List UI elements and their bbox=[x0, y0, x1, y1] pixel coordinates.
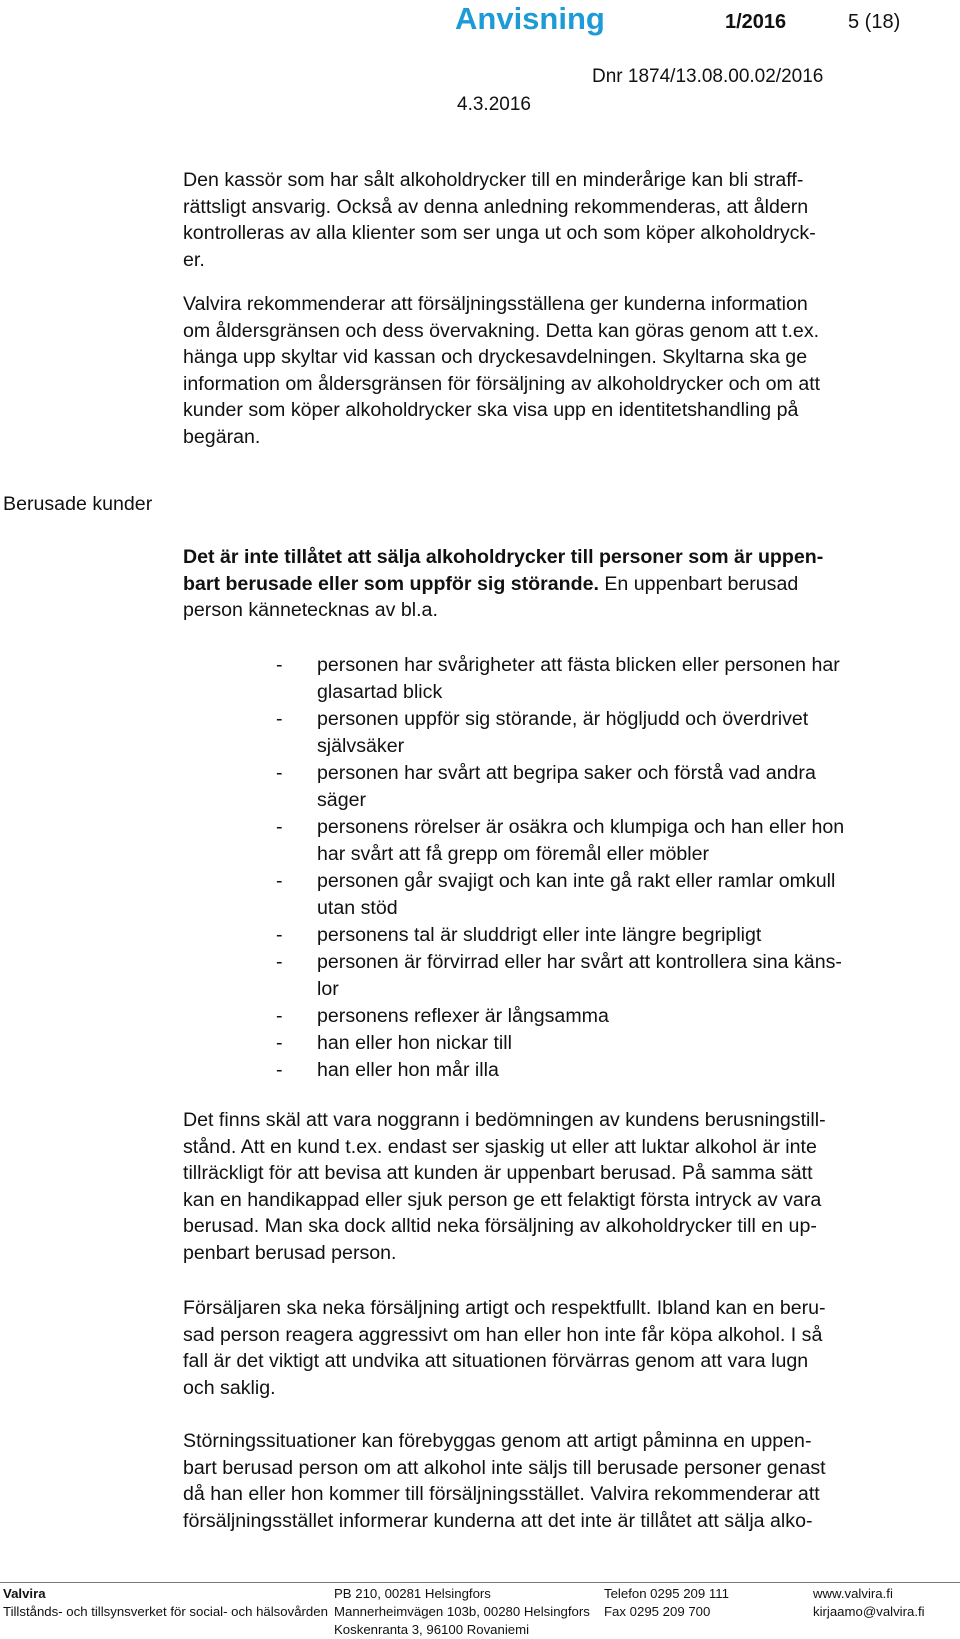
text-line: hänga upp skyltar vid kassan och dryckesavdelningen. Skyltarna ska ge bbox=[183, 346, 808, 368]
bold-text: bart berusade eller som uppför sig störande. bbox=[183, 572, 599, 595]
footer-address: Koskenranta 3, 96100 Rovaniemi bbox=[334, 1622, 530, 1637]
text-line: Den kassör som har sålt alkoholdrycker till en minderårige kan bli straff- bbox=[183, 169, 804, 191]
list-item bbox=[276, 652, 946, 706]
dash-bullet: - bbox=[276, 924, 283, 946]
footer-address: Mannerheimvägen 103b, 00280 Helsingfors bbox=[334, 1604, 590, 1619]
text-line: har svårt att få grepp om föremål eller möbler bbox=[317, 843, 710, 865]
text-line: personen är förvirrad eller har svårt att kontrollera sina käns- bbox=[317, 951, 842, 973]
record-number: Dnr 1874/13.08.00.02/2016 bbox=[592, 66, 824, 87]
text-line: er. bbox=[183, 248, 205, 271]
text-line: lor bbox=[317, 978, 339, 1000]
text-line: stånd. Att en kund t.ex. endast ser sjaskig ut eller att luktar alkohol är inte bbox=[183, 1135, 817, 1158]
section-lead-paragraph bbox=[183, 544, 943, 624]
text-line: person kännetecknas av bl.a. bbox=[183, 599, 438, 621]
list-item bbox=[276, 814, 946, 868]
issue-number: 1/2016 bbox=[725, 11, 787, 33]
text-line: han eller hon mår illa bbox=[317, 1059, 499, 1081]
footer-address: PB 210, 00281 Helsingfors bbox=[334, 1586, 491, 1601]
assessment-paragraph bbox=[183, 1107, 943, 1266]
footer-email-link[interactable]: kirjaamo@valvira.fi bbox=[813, 1604, 925, 1619]
footer-online-contact bbox=[813, 1585, 925, 1621]
document-type-title: Anvisning bbox=[455, 1, 605, 36]
list-item bbox=[276, 1003, 946, 1030]
text-line: tillräckligt för att bevisa att kunden är uppenbart berusad. På samma sätt bbox=[183, 1162, 813, 1184]
prevention-paragraph bbox=[183, 1428, 943, 1534]
text-line: han eller hon nickar till bbox=[317, 1032, 512, 1054]
list-item bbox=[276, 760, 946, 814]
text-line: självsäker bbox=[317, 735, 405, 757]
text-line: säger bbox=[317, 789, 367, 811]
text-line: personen har svårigheter att fästa blicken eller personen har bbox=[317, 654, 840, 676]
dash-bullet: - bbox=[276, 654, 283, 676]
text-line: penbart berusad person. bbox=[183, 1241, 397, 1264]
text-line: Det är inte tillåtet att sälja alkoholdrycker till personer som är uppen- bbox=[183, 546, 824, 568]
text-line: kunder som köper alkoholdrycker ska visa upp en identitetshandling på bbox=[183, 399, 799, 421]
footer-org-name: Valvira bbox=[3, 1586, 46, 1601]
dash-bullet: - bbox=[276, 816, 283, 838]
page-number: 5 (18) bbox=[848, 11, 901, 33]
text-line: begäran. bbox=[183, 425, 261, 448]
text-line: försäljningsstället informerar kunderna att det inte är tillåtet att sälja alko- bbox=[183, 1509, 813, 1532]
text-span: En uppenbart berusad bbox=[598, 572, 799, 595]
text-line: glasartad blick bbox=[317, 681, 443, 703]
section-heading: Berusade kunder bbox=[3, 493, 153, 515]
dash-bullet: - bbox=[276, 951, 283, 973]
intro-paragraph-2 bbox=[183, 291, 943, 450]
text-line: sad person reagera aggressivt om han eller hon inte får köpa alkohol. I så bbox=[183, 1323, 823, 1346]
footer-fax: Fax 0295 209 700 bbox=[604, 1604, 711, 1619]
text-line: om åldersgränsen och dess övervakning. Detta kan göras genom att t.ex. bbox=[183, 319, 820, 342]
list-item bbox=[276, 706, 946, 760]
footer-website-link[interactable]: www.valvira.fi bbox=[813, 1586, 893, 1601]
text-line: Valvira rekommenderar att försäljningsställena ger kunderna information bbox=[183, 293, 808, 315]
footer-org-description: Tillstånds- och tillsynsverket för social- och hälsovården bbox=[3, 1604, 328, 1619]
dash-bullet: - bbox=[276, 762, 283, 784]
text-line: Störningssituationer kan förebyggas genom att artigt påminna en uppen- bbox=[183, 1430, 812, 1452]
list-item bbox=[276, 1030, 946, 1057]
list-item bbox=[276, 922, 946, 949]
text-line: personens reflexer är långsamma bbox=[317, 1005, 609, 1027]
text-line: då han eller hon kommer till försäljningsstället. Valvira rekommenderar att bbox=[183, 1483, 820, 1505]
text-line: personen har svårt att begripa saker och förstå vad andra bbox=[317, 762, 816, 784]
list-item bbox=[276, 868, 946, 922]
refusal-paragraph bbox=[183, 1295, 943, 1401]
document-date: 4.3.2016 bbox=[457, 94, 531, 115]
footer-phone: Telefon 0295 209 111 bbox=[604, 1586, 729, 1601]
symptom-list bbox=[276, 652, 946, 1084]
dash-bullet: - bbox=[276, 870, 283, 892]
footer-divider bbox=[0, 1582, 960, 1583]
footer-addresses bbox=[334, 1585, 590, 1639]
text-line: Försäljaren ska neka försäljning artigt och respektfullt. Ibland kan en beru- bbox=[183, 1297, 826, 1319]
text-line: personens rörelser är osäkra och klumpiga och han eller hon bbox=[317, 816, 845, 838]
footer-contact-numbers bbox=[604, 1585, 729, 1621]
text-line: och saklig. bbox=[183, 1376, 276, 1399]
text-line: personens tal är sluddrigt eller inte längre begripligt bbox=[317, 924, 762, 946]
text-line: utan stöd bbox=[317, 897, 398, 919]
list-item bbox=[276, 1057, 946, 1084]
text-line: kontrolleras av alla klienter som ser unga ut och som köper alkoholdryck- bbox=[183, 222, 816, 244]
dash-bullet: - bbox=[276, 1059, 283, 1081]
text-line: personen uppför sig störande, är högljudd och överdrivet bbox=[317, 708, 809, 730]
text-line: berusad. Man ska dock alltid neka försäljning av alkoholdrycker till en up- bbox=[183, 1215, 817, 1237]
text-line: bart berusad person om att alkohol inte säljs till berusade personer genast bbox=[183, 1456, 826, 1479]
list-item bbox=[276, 949, 946, 1003]
text-line: personen går svajigt och kan inte gå rakt eller ramlar omkull bbox=[317, 870, 836, 892]
text-line: rättsligt ansvarig. Också av denna anledning rekommenderas, att åldern bbox=[183, 195, 809, 218]
footer-organization bbox=[3, 1585, 328, 1621]
intro-paragraph-1 bbox=[183, 167, 943, 273]
text-line: fall är det viktigt att undvika att situationen förvärras genom att vara lugn bbox=[183, 1350, 809, 1372]
dash-bullet: - bbox=[276, 1005, 283, 1027]
text-line: Det finns skäl att vara noggrann i bedömningen av kundens berusningstill- bbox=[183, 1109, 826, 1131]
text-line: information om åldersgränsen för försäljning av alkoholdrycker och om att bbox=[183, 372, 821, 395]
dash-bullet: - bbox=[276, 1032, 283, 1054]
text-line bbox=[183, 571, 943, 598]
dash-bullet: - bbox=[276, 708, 283, 730]
text-line: kan en handikappad eller sjuk person ge ett felaktigt första intryck av vara bbox=[183, 1188, 822, 1211]
